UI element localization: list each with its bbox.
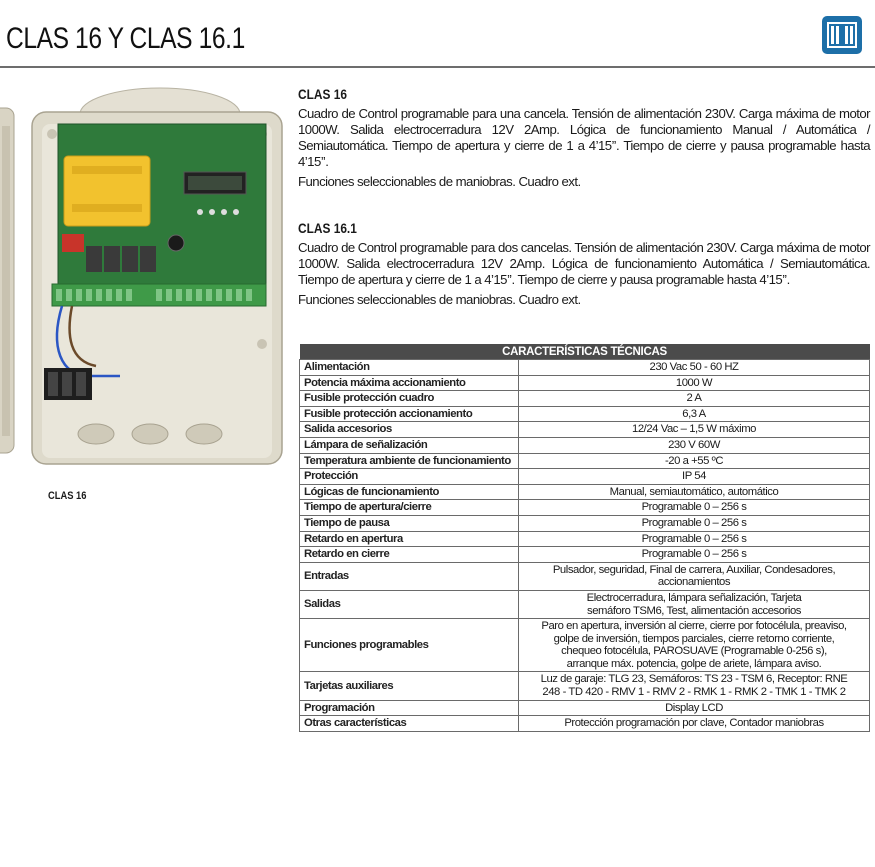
spec-row <box>300 515 870 531</box>
spec-value: Programable 0 – 256 s <box>519 531 870 547</box>
spec-value: 1000 W <box>519 375 870 391</box>
clas16-functions: Funciones seleccionables de maniobras. Cuadro ext. <box>298 174 581 189</box>
spec-row <box>300 619 870 672</box>
spec-value: 2 A <box>519 391 870 407</box>
spec-label: Potencia máxima accionamiento <box>300 375 519 391</box>
spec-value: Protección programación por clave, Contador maniobras <box>519 716 870 732</box>
spec-label: Fusible protección accionamiento <box>300 406 519 422</box>
spec-row <box>300 590 870 618</box>
spec-row <box>300 531 870 547</box>
photo-caption: CLAS 16 <box>48 490 87 502</box>
spec-row <box>300 375 870 391</box>
spec-value <box>519 619 870 672</box>
spec-label: Programación <box>300 700 519 716</box>
page-title: CLAS 16 Y CLAS 16.1 <box>6 22 245 55</box>
spec-label: Retardo en apertura <box>300 531 519 547</box>
spec-row <box>300 391 870 407</box>
spec-row <box>300 437 870 453</box>
spec-label: Lámpara de señalización <box>300 437 519 453</box>
spec-label: Otras características <box>300 716 519 732</box>
spec-value: Manual, semiautomático, automático <box>519 484 870 500</box>
spec-value <box>519 590 870 618</box>
spec-label: Salidas <box>300 590 519 618</box>
spec-value-line: Luz de garaje: TLG 23, Semáforos: TS 23 - TSM 6, Receptor: RNE <box>540 673 848 686</box>
spec-value: IP 54 <box>519 469 870 485</box>
spec-value: Display LCD <box>519 700 870 716</box>
spec-value <box>519 672 870 700</box>
spec-row <box>300 700 870 716</box>
spec-value: Pulsador, seguridad, Final de carrera, Auxiliar, Condesadores, accionamientos <box>519 562 870 590</box>
spec-value-line: semáforo TSM6, Test, alimentación accesorios <box>587 604 801 617</box>
spec-value-line: Paro en apertura, inversión al cierre, cierre por fotocélula, preaviso, <box>541 620 847 633</box>
spec-label: Tiempo de pausa <box>300 515 519 531</box>
spec-value: Programable 0 – 256 s <box>519 500 870 516</box>
specs-table <box>299 344 870 732</box>
title-rule <box>0 66 875 68</box>
spec-label: Temperatura ambiente de funcionamiento <box>300 453 519 469</box>
spec-value-line: Electrocerradura, lámpara señalización, Tarjeta <box>586 591 802 604</box>
spec-label: Entradas <box>300 562 519 590</box>
spec-value: 230 V 60W <box>519 437 870 453</box>
spec-row <box>300 406 870 422</box>
spec-row <box>300 469 870 485</box>
spec-label: Tiempo de apertura/cierre <box>300 500 519 516</box>
spec-value: 6,3 A <box>519 406 870 422</box>
clas161-functions: Funciones seleccionables de maniobras. Cuadro ext. <box>298 292 581 307</box>
spec-label: Salida accesorios <box>300 422 519 438</box>
clas16-section <box>298 86 870 190</box>
spec-label: Funciones programables <box>300 619 519 672</box>
spec-row <box>300 716 870 732</box>
spec-value: -20 a +55 ºC <box>519 453 870 469</box>
spec-value-line: chequeo fotocélula, PAROSUAVE (Programable 0-256 s), <box>561 645 827 658</box>
spec-value-line: golpe de inversión, tiempos parciales, cierre retorno corriente, <box>553 632 835 645</box>
spec-value-line: 248 - TD 420 - RMV 1 - RMV 2 - RMK 1 - RMK 2 - TMK 1 - TMK 2 <box>542 686 846 699</box>
spec-value: 12/24 Vac – 1,5 W máximo <box>519 422 870 438</box>
spec-row <box>300 422 870 438</box>
clas161-description: Cuadro de Control programable para dos cancelas. Tensión de alimentación 230V. Carga máxima de motor 1000W. Salida electrocerradura 12V 2Amp. Lógica de funcionamiento Automática / Semiautomática. Tiempo de apertura y cierre de 1 a 4’15’’. Tiempo de cierre y pausa programable hasta 4’15’’. <box>298 240 870 287</box>
specs-heading: CARACTERÍSTICAS TÉCNICAS <box>300 344 870 360</box>
spec-label: Alimentación <box>300 360 519 376</box>
spec-label: Protección <box>300 469 519 485</box>
spec-row <box>300 562 870 590</box>
spec-row <box>300 360 870 376</box>
spec-row <box>300 453 870 469</box>
control-panel-photo <box>0 86 286 474</box>
clas161-title: CLAS 16.1 <box>298 220 357 236</box>
spec-value: Programable 0 – 256 s <box>519 547 870 563</box>
spec-row <box>300 484 870 500</box>
spec-label: Tarjetas auxiliares <box>300 672 519 700</box>
spec-row <box>300 500 870 516</box>
book-icon <box>822 16 862 54</box>
spec-label: Retardo en cierre <box>300 547 519 563</box>
spec-label: Lógicas de funcionamiento <box>300 484 519 500</box>
clas16-description: Cuadro de Control programable para una cancela. Tensión de alimentación 230V. Carga máxima de motor 1000W. Salida electrocerradura 12V 2Amp. Lógica de funcionamiento Manual / Automática / Semiautomática. Tiempo de apertura y cierre de 1 a 4’15’’. Tiempo de cierre y pausa programable hasta 4’15’’. <box>298 106 870 169</box>
spec-row <box>300 672 870 700</box>
spec-value: Programable 0 – 256 s <box>519 515 870 531</box>
spec-value: 230 Vac 50 - 60 HZ <box>519 360 870 376</box>
spec-row <box>300 547 870 563</box>
clas16-title: CLAS 16 <box>298 86 347 102</box>
spec-label: Fusible protección cuadro <box>300 391 519 407</box>
clas161-section <box>298 220 870 308</box>
spec-value-line: arranque máx. potencia, golpe de ariete, lámpara aviso. <box>566 657 822 670</box>
